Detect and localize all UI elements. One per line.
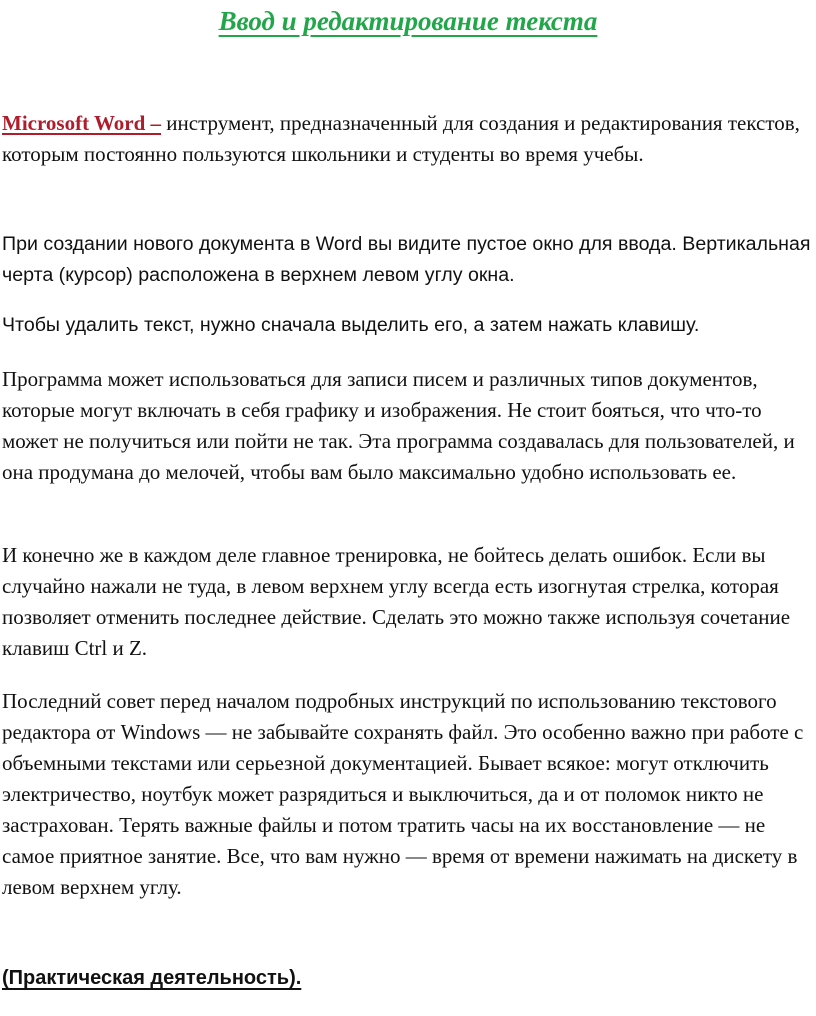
paragraph-save-advice: Последний совет перед началом подробных инструкций по использованию текстового редактора от Windows — не забывайте сохранять файл. Это особенно важно при работе с объемными текстами или серьезной документацией. Бывает всякое: могут отключить электричество, ноутбук может разрядиться и выключиться, да и от поломок никто не застрахован. Терять важные файлы и потом тратить часы на их восстановление — не самое приятное занятие. Все, что вам нужно — время от времени нажимать на дискету в левом верхнем углу.: [2, 689, 804, 899]
page-title: Ввод и редактирование текста: [218, 6, 598, 36]
paragraph-training: И конечно же в каждом деле главное тренировка, не бойтесь делать ошибок. Если вы случайно нажали не туда, в левом верхнем углу всегда есть изогнутая стрелка, которая позволяет отменить последнее действие. Сделать это можно также используя сочетание клавиш Ctrl и Z.: [2, 543, 791, 660]
paragraph-new-document: При создании нового документа в Word вы видите пустое окно для ввода. Вертикальная черта (курсор) расположена в верхнем левом углу окна.: [2, 233, 811, 286]
paragraph-program-usage: Программа может использоваться для записи писем и различных типов документов, которые могут включать в себя графику и изображения. Не стоит бояться, что что-то может не получиться или пойти не так. Эта программа создавалась для пользователей, и она продумана до мелочей, чтобы вам было максимально удобно использовать ее.: [2, 367, 795, 484]
paragraph-delete-text: Чтобы удалить текст, нужно сначала выделить его, а затем нажать клавишу.: [2, 314, 700, 336]
practical-heading: (Практическая деятельность).: [2, 967, 302, 989]
intro-text: инструмент, предназначенный для создания и редактирования текстов, которым постоянно пользуются школьники и студенты во время учебы.: [2, 111, 800, 166]
intro-paragraph: [2, 108, 812, 170]
brand-name: Microsoft Word –: [2, 111, 162, 135]
